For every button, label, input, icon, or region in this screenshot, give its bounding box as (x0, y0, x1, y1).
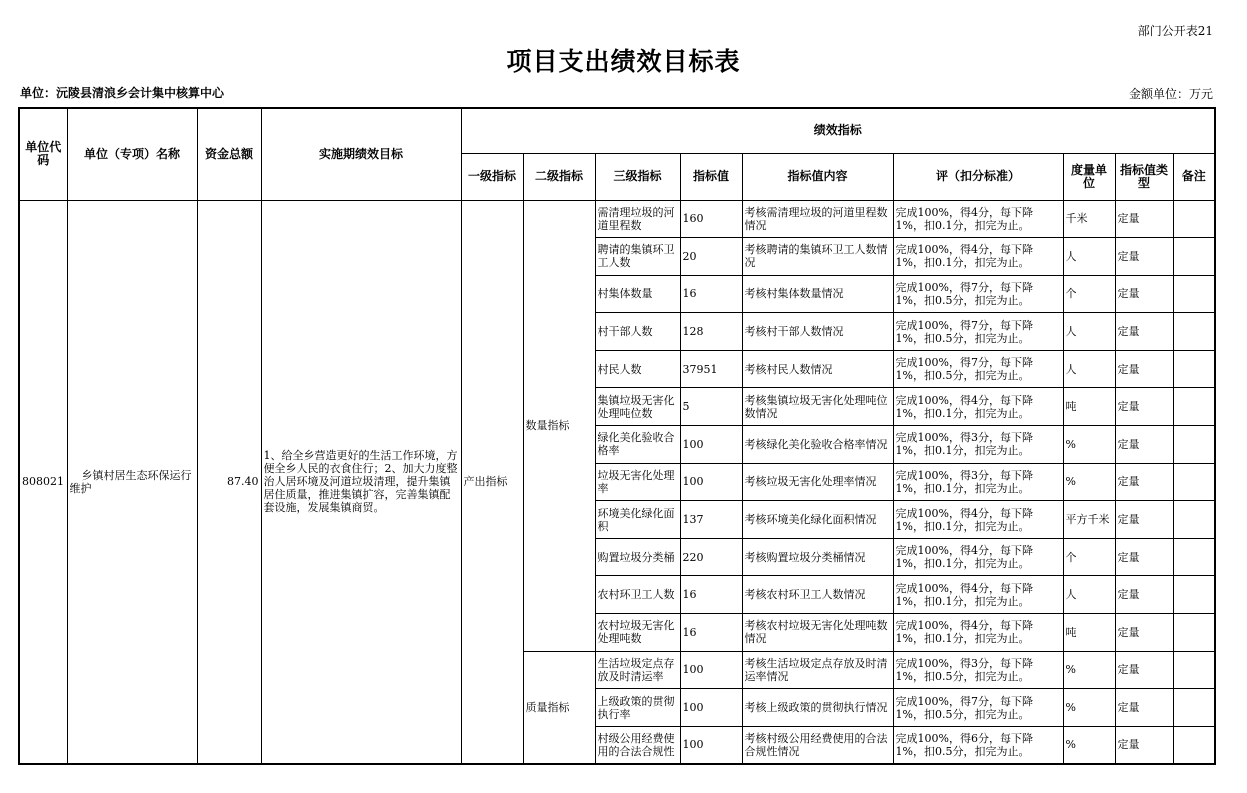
level3-indicator: 垃圾无害化处理率 (595, 463, 680, 501)
indicator-value: 37951 (680, 350, 742, 388)
indicator-value: 5 (680, 388, 742, 426)
project-amount: 87.40 (197, 200, 261, 764)
remark (1173, 689, 1215, 727)
level3-indicator: 村民人数 (595, 350, 680, 388)
level3-indicator: 需清理垃圾的河道里程数 (595, 200, 680, 238)
indicator-content: 考核购置垃圾分类桶情况 (742, 538, 893, 576)
measure-unit: 人 (1063, 238, 1115, 276)
indicator-content: 考核农村环卫工人数情况 (742, 576, 893, 614)
header-level1: 一级指标 (461, 153, 523, 200)
performance-table (18, 107, 1216, 765)
scoring-standard: 完成100%，得4分，每下降1%，扣0.1分，扣完为止。 (893, 388, 1063, 426)
indicator-value: 100 (680, 726, 742, 764)
remark (1173, 388, 1215, 426)
measure-unit: 平方千米 (1063, 501, 1115, 539)
measure-unit: 吨 (1063, 614, 1115, 652)
indicator-value: 16 (680, 576, 742, 614)
level2-quality: 质量指标 (523, 651, 595, 764)
remark (1173, 538, 1215, 576)
level3-indicator: 村级公用经费使用的合法合规性 (595, 726, 680, 764)
level3-indicator: 农村垃圾无害化处理吨数 (595, 614, 680, 652)
value-type: 定量 (1115, 501, 1173, 539)
value-type: 定量 (1115, 538, 1173, 576)
header-value: 指标值 (680, 153, 742, 200)
indicator-content: 考核村民人数情况 (742, 350, 893, 388)
table-row (19, 200, 1215, 238)
indicator-value: 220 (680, 538, 742, 576)
scoring-standard: 完成100%，得7分，每下降1%，扣0.5分，扣完为止。 (893, 689, 1063, 727)
value-type: 定量 (1115, 238, 1173, 276)
indicator-content: 考核垃圾无害化处理率情况 (742, 463, 893, 501)
indicator-value: 100 (680, 426, 742, 464)
header-level3: 三级指标 (595, 153, 680, 200)
level3-indicator: 环境美化绿化面积 (595, 501, 680, 539)
indicator-content: 考核生活垃圾定点存放及时清运率情况 (742, 651, 893, 689)
value-type: 定量 (1115, 200, 1173, 238)
page-note: 部门公开表21 (1137, 24, 1213, 38)
measure-unit: 个 (1063, 275, 1115, 313)
level3-indicator: 聘请的集镇环卫工人数 (595, 238, 680, 276)
measure-unit: 千米 (1063, 200, 1115, 238)
level2-quantity: 数量指标 (523, 200, 595, 651)
value-type: 定量 (1115, 689, 1173, 727)
remark (1173, 726, 1215, 764)
scoring-standard: 完成100%，得7分，每下降1%，扣0.5分，扣完为止。 (893, 350, 1063, 388)
header-content: 指标值内容 (742, 153, 893, 200)
scoring-standard: 完成100%，得7分，每下降1%，扣0.5分，扣完为止。 (893, 275, 1063, 313)
indicator-value: 128 (680, 313, 742, 351)
measure-unit: % (1063, 426, 1115, 464)
value-type: 定量 (1115, 576, 1173, 614)
value-type: 定量 (1115, 463, 1173, 501)
value-type: 定量 (1115, 350, 1173, 388)
indicator-content: 考核聘请的集镇环卫工人数情况 (742, 238, 893, 276)
remark (1173, 200, 1215, 238)
indicator-value: 100 (680, 463, 742, 501)
indicator-content: 考核集镇垃圾无害化处理吨位数情况 (742, 388, 893, 426)
header-value-type: 指标值类型 (1115, 153, 1173, 200)
remark (1173, 614, 1215, 652)
indicator-content: 考核绿化美化验收合格率情况 (742, 426, 893, 464)
measure-unit: 个 (1063, 538, 1115, 576)
page-title: 项目支出绩效目标表 (506, 47, 741, 76)
scoring-standard: 完成100%，得3分，每下降1%，扣0.1分，扣完为止。 (893, 426, 1063, 464)
indicator-value: 20 (680, 238, 742, 276)
measure-unit: 人 (1063, 576, 1115, 614)
header-goal: 实施期绩效目标 (261, 108, 461, 200)
value-type: 定量 (1115, 614, 1173, 652)
measure-unit: % (1063, 651, 1115, 689)
indicator-value: 16 (680, 275, 742, 313)
remark (1173, 275, 1215, 313)
indicator-content: 考核上级政策的贯彻执行情况 (742, 689, 893, 727)
indicator-content: 考核村干部人数情况 (742, 313, 893, 351)
value-type: 定量 (1115, 388, 1173, 426)
indicator-content: 考核村级公用经费使用的合法合规性情况 (742, 726, 893, 764)
header-remark: 备注 (1173, 153, 1215, 200)
indicator-value: 100 (680, 651, 742, 689)
indicator-value: 100 (680, 689, 742, 727)
scoring-standard: 完成100%，得4分，每下降1%，扣0.1分，扣完为止。 (893, 538, 1063, 576)
indicator-value: 137 (680, 501, 742, 539)
remark (1173, 313, 1215, 351)
value-type: 定量 (1115, 275, 1173, 313)
level3-indicator: 集镇垃圾无害化处理吨位数 (595, 388, 680, 426)
scoring-standard: 完成100%，得3分，每下降1%，扣0.1分，扣完为止。 (893, 463, 1063, 501)
header-level2: 二级指标 (523, 153, 595, 200)
scoring-standard: 完成100%，得4分，每下降1%，扣0.1分，扣完为止。 (893, 238, 1063, 276)
measure-unit: % (1063, 726, 1115, 764)
indicator-content: 考核环境美化绿化面积情况 (742, 501, 893, 539)
amount-unit: 金额单位：万元 (1128, 87, 1213, 101)
level3-indicator: 村干部人数 (595, 313, 680, 351)
remark (1173, 463, 1215, 501)
reporting-unit: 单位：沅陵县清浪乡会计集中核算中心 (20, 86, 225, 100)
scoring-standard: 完成100%，得4分，每下降1%，扣0.1分，扣完为止。 (893, 200, 1063, 238)
value-type: 定量 (1115, 651, 1173, 689)
level3-indicator: 农村环卫工人数 (595, 576, 680, 614)
value-type: 定量 (1115, 313, 1173, 351)
remark (1173, 651, 1215, 689)
level1-indicator: 产出指标 (461, 200, 523, 764)
remark (1173, 501, 1215, 539)
level3-indicator: 上级政策的贯彻执行率 (595, 689, 680, 727)
value-type: 定量 (1115, 426, 1173, 464)
header-scoring: 评（扣分标准） (893, 153, 1063, 200)
indicator-value: 16 (680, 614, 742, 652)
level3-indicator: 购置垃圾分类桶 (595, 538, 680, 576)
level3-indicator: 绿化美化验收合格率 (595, 426, 680, 464)
project-goal: 1、给全乡营造更好的生活工作环境，方便全乡人民的衣食住行；2、加大力度整治人居环境及河道垃圾清理，提升集镇居住质量，推进集镇扩容，完善集镇配套设施，发展集镇商贸。 (261, 200, 461, 764)
scoring-standard: 完成100%，得7分，每下降1%，扣0.5分，扣完为止。 (893, 313, 1063, 351)
measure-unit: 人 (1063, 313, 1115, 351)
remark (1173, 426, 1215, 464)
scoring-standard: 完成100%，得4分，每下降1%，扣0.1分，扣完为止。 (893, 576, 1063, 614)
scoring-standard: 完成100%，得4分，每下降1%，扣0.1分，扣完为止。 (893, 501, 1063, 539)
project-code: 808021 (19, 200, 67, 764)
level3-indicator: 村集体数量 (595, 275, 680, 313)
remark (1173, 238, 1215, 276)
measure-unit: 人 (1063, 350, 1115, 388)
header-amount: 资金总额 (197, 108, 261, 200)
header-indicators: 绩效指标 (461, 108, 1215, 153)
measure-unit: % (1063, 689, 1115, 727)
remark (1173, 350, 1215, 388)
remark (1173, 576, 1215, 614)
value-type: 定量 (1115, 726, 1173, 764)
project-name: 乡镇村居生态环保运行维护 (67, 200, 197, 764)
level3-indicator: 生活垃圾定点存放及时清运率 (595, 651, 680, 689)
indicator-value: 160 (680, 200, 742, 238)
measure-unit: 吨 (1063, 388, 1115, 426)
indicator-content: 考核村集体数量情况 (742, 275, 893, 313)
scoring-standard: 完成100%，得6分，每下降1%，扣0.5分，扣完为止。 (893, 726, 1063, 764)
header-unit: 度量单位 (1063, 153, 1115, 200)
header-code: 单位代码 (19, 108, 67, 200)
indicator-content: 考核农村垃圾无害化处理吨数情况 (742, 614, 893, 652)
header-name: 单位（专项）名称 (67, 108, 197, 200)
scoring-standard: 完成100%，得3分，每下降1%，扣0.5分，扣完为止。 (893, 651, 1063, 689)
indicator-content: 考核需清理垃圾的河道里程数情况 (742, 200, 893, 238)
measure-unit: % (1063, 463, 1115, 501)
scoring-standard: 完成100%，得4分，每下降1%，扣0.1分，扣完为止。 (893, 614, 1063, 652)
